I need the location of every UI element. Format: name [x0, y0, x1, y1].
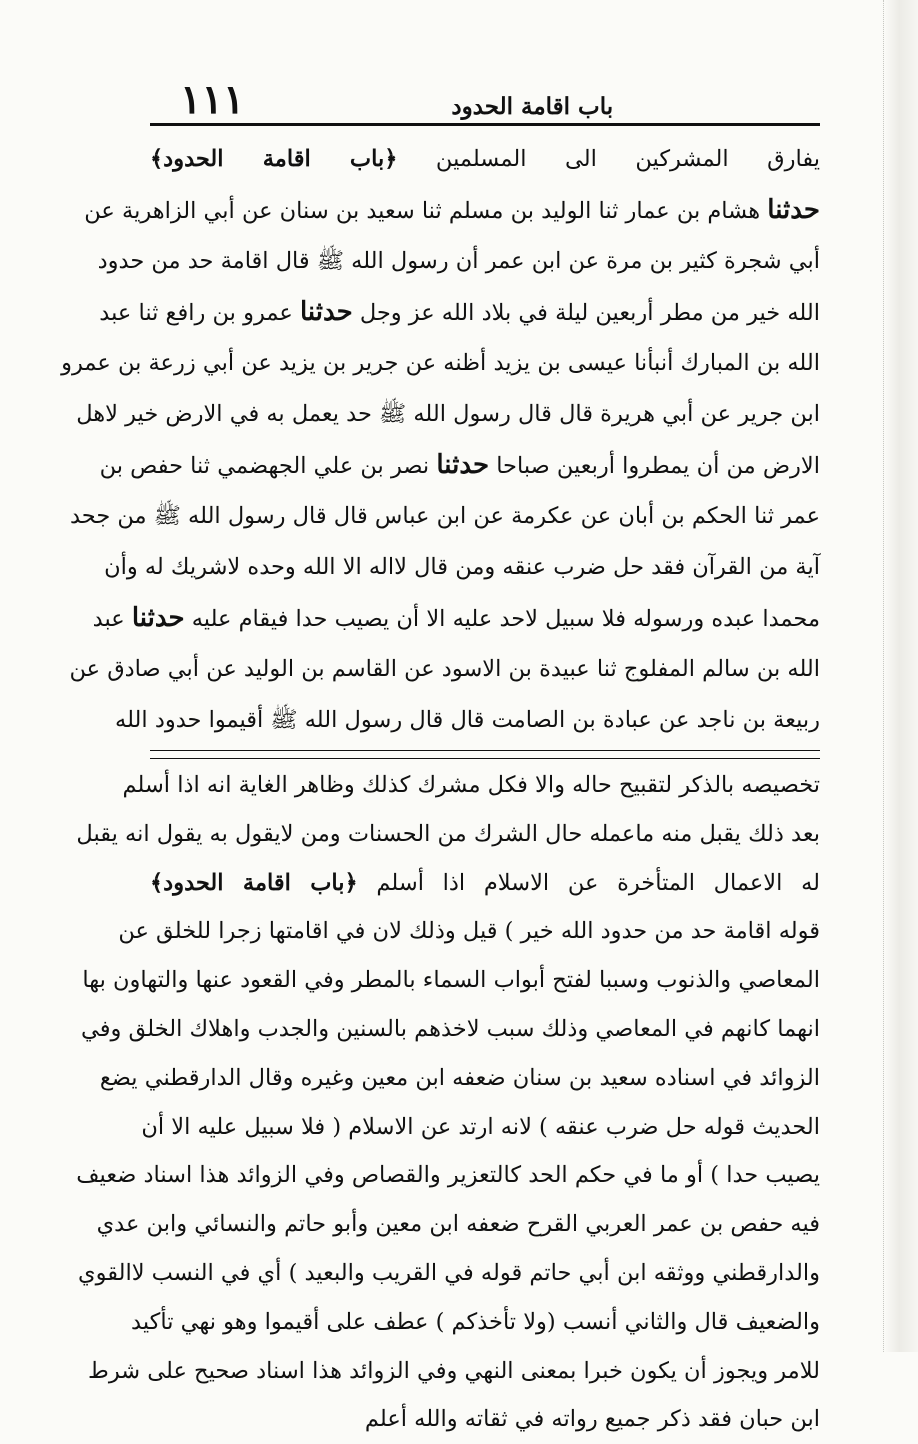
commentary-line — [76, 1151, 820, 1200]
haddathana-marker: حدثنا — [299, 297, 353, 327]
text-segment: يصيب حدا ) أو ما في حكم الحد كالتعزير والقصاص وفي الزوائد هذا اسناد ضعيف — [76, 1162, 820, 1189]
text-segment: والضعيف قال والثاني أنسب (ولا تأخذكم ) عطف على أقيموا وهو نهي تأكيد — [131, 1308, 820, 1335]
text-segment: الله خير من مطر أربعين ليلة في بلاد الله عز وجل — [352, 300, 820, 326]
commentary-line — [150, 1395, 820, 1444]
commentary-line — [141, 1103, 820, 1152]
text-segment: آية من القرآن فقد حل ضرب عنقه ومن قال لااله الا الله وحده لاشريك له وأن — [104, 554, 820, 580]
text-segment: عبد — [92, 606, 132, 632]
commentary-line — [150, 859, 820, 908]
text-segment: محمدا عبده ورسوله فلا سبيل لاحد عليه الا أن يصيب حدا فيقام عليه — [184, 606, 820, 632]
text-line — [97, 236, 820, 287]
text-line — [115, 695, 820, 746]
text-segment: الزوائد في اسناده سعيد بن سنان ضعفه ابن معين وغيره وقال الدارقطني يضع — [99, 1064, 820, 1091]
text-segment: بعد ذلك يقبل منه ماعمله حال الشرك من الحسنات ومن لايقول به يقول انه يقبل — [76, 820, 820, 847]
text-line — [61, 338, 820, 389]
text-segment: ربيعة بن ناجد عن عبادة بن الصامت قال قال رسول الله ﷺ أقيموا حدود الله — [115, 707, 820, 733]
text-segment: قوله اقامة حد من حدود الله خير ) قيل وذلك لان في اقامتها زجرا للخلق عن — [118, 918, 820, 945]
page-header — [150, 76, 820, 126]
page-binding-edge — [883, 0, 918, 1352]
text-segment: المعاصي والذنوب وسببا لفتح أبواب السماء بالمطر وفي القعود عنها والتهاون بها — [82, 967, 820, 994]
commentary-line — [96, 1200, 820, 1249]
text-segment: والدارقطني ووثقه ابن أبي حاتم قوله في القريب والبعيد ) أي في النسب لاالقوي — [77, 1259, 820, 1286]
text-segment: تخصيصه بالذكر لتقبيح حاله والا فكل مشرك كذلك وظاهر الغاية انه اذا أسلم — [122, 772, 820, 798]
commentary-line — [80, 1005, 820, 1054]
chapter-heading: ﴿باب اقامة الحدود﴾ — [150, 869, 358, 896]
commentary-line — [76, 810, 820, 859]
text-segment: نصر بن علي الجهضمي ثنا حفص بن — [99, 453, 437, 479]
text-line — [150, 134, 820, 185]
commentary-line — [88, 1347, 820, 1396]
section-divider — [150, 750, 820, 759]
text-segment: ابن جرير عن أبي هريرة قال قال رسول الله ﷺ حد يعمل به في الارض خير لاهل — [76, 401, 820, 427]
commentary-line — [82, 956, 820, 1005]
text-line — [99, 440, 820, 491]
text-line — [99, 287, 820, 338]
running-title: باب اقامة الحدود — [451, 93, 614, 120]
text-line — [69, 644, 820, 695]
haddathana-marker: حدثنا — [131, 603, 185, 633]
commentary-line — [122, 761, 820, 810]
commentary-line — [99, 1054, 820, 1103]
text-segment: للامر ويجوز أن يكون خبرا بمعنى النهي وفي الزوائد هذا اسناد صحيح على شرط — [88, 1357, 820, 1384]
haddathana-marker: حدثنا — [436, 450, 490, 480]
text-line — [76, 389, 820, 440]
commentary-line — [131, 1298, 820, 1347]
text-segment: هشام بن عمار ثنا الوليد بن مسلم ثنا سعيد بن سنان عن أبي الزاهرية عن — [84, 198, 768, 224]
text-segment: ابن حبان فقد ذكر جميع رواته في ثقاته والله أعلم — [364, 1406, 820, 1433]
text-segment: له الاعمال المتأخرة عن الاسلام اذا أسلم — [357, 869, 821, 896]
chapter-heading: ﴿باب اقامة الحدود﴾ — [150, 146, 398, 172]
text-segment: انهما كانهم في المعاصي وذلك سبب لاخذهم بالسنين والجدب واهلاك الخلق وفي — [80, 1015, 820, 1042]
hadith-text — [61, 134, 820, 746]
page-number: ١١١ — [180, 76, 245, 123]
text-line — [84, 185, 820, 236]
text-segment: الحديث قوله حل ضرب عنقه ) لانه ارتد عن الاسلام ( فلا سبيل عليه الا أن — [141, 1113, 820, 1140]
text-segment: الله بن سالم المفلوج ثنا عبيدة بن الاسود عن القاسم بن الوليد عن أبي صادق عن — [69, 656, 820, 682]
commentary-line — [77, 1249, 820, 1298]
text-segment: عمرو بن رافع ثنا عبد — [99, 300, 300, 326]
text-segment: عمر ثنا الحكم بن أبان عن عكرمة عن ابن عباس قال قال رسول الله ﷺ من جحد — [70, 503, 820, 529]
commentary-text — [76, 761, 821, 1444]
text-segment: يفارق المشركين الى المسلمين — [397, 146, 820, 172]
text-line — [104, 542, 820, 593]
haddathana-marker: حدثنا — [767, 195, 820, 225]
text-segment: أبي شجرة كثير بن مرة عن ابن عمر أن رسول الله ﷺ قال اقامة حد من حدود — [97, 248, 820, 274]
text-segment: الارض من أن يمطروا أربعين صباحا — [489, 453, 820, 479]
text-line — [70, 491, 820, 542]
text-segment: الله بن المبارك أنبأنا عيسى بن يزيد أظنه عن جرير بن يزيد عن أبي زرعة بن عمرو — [61, 350, 820, 376]
commentary-line — [118, 907, 820, 956]
text-line — [92, 593, 820, 644]
text-segment: فيه حفص بن عمر العربي القرح ضعفه ابن معين وأبو حاتم والنسائي وابن عدي — [96, 1211, 820, 1238]
